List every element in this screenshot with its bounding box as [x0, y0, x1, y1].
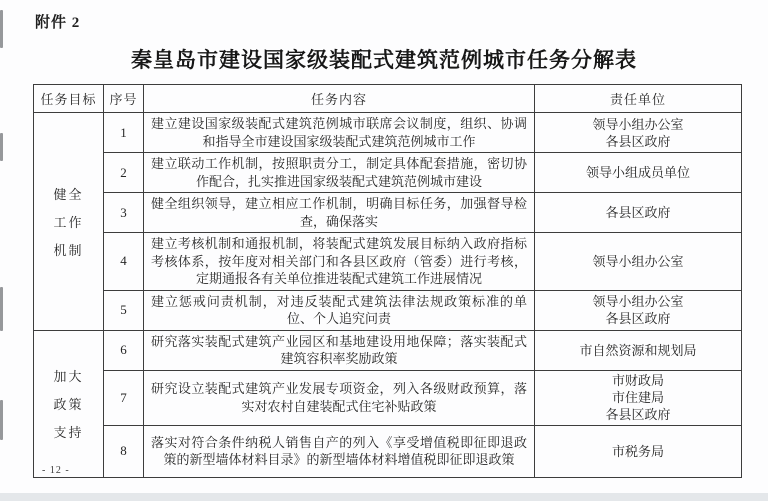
row-content: 建立联动工作机制，按照职责分工，制定具体配套措施，密切协作配合，扎实推进国家级装配式建筑范例城市建设 [144, 153, 535, 193]
row-no: 6 [104, 330, 144, 370]
unit-line: 领导小组办公室 [592, 116, 684, 132]
attachment-label: 附件 2 [35, 15, 81, 31]
table-row [34, 425, 742, 477]
row-content: 健全组织领导，建立相应工作机制，明确目标任务，加强督导检查，确保落实 [144, 193, 535, 233]
task-breakdown-table [33, 84, 742, 478]
row-unit [535, 153, 742, 193]
goal-group-1 [34, 113, 104, 331]
header-task-content: 任务内容 [144, 85, 535, 113]
unit-line: 各县区政府 [605, 133, 671, 149]
unit-line: 市住建局 [611, 390, 664, 405]
scan-artifact [0, 133, 3, 161]
row-unit [535, 193, 742, 233]
table-row [34, 193, 742, 233]
table-row [34, 113, 742, 153]
row-unit [535, 330, 742, 370]
scan-artifact [0, 493, 768, 501]
row-no: 4 [104, 233, 144, 291]
goal-line: 健全 [53, 186, 84, 202]
row-unit [535, 233, 742, 291]
table-row [34, 290, 742, 330]
unit-line: 领导小组办公室 [592, 253, 684, 269]
row-unit [535, 290, 742, 330]
row-content: 建立惩戒问责机制，对违反装配式建筑法律法规政策标准的单位、个人追究问责 [144, 290, 535, 330]
header-task-goal: 任务目标 [34, 85, 104, 113]
unit-line: 各县区政府 [605, 311, 671, 326]
row-unit [535, 113, 742, 153]
unit-line: 各县区政府 [605, 407, 671, 422]
row-no: 2 [104, 153, 144, 193]
row-unit [535, 370, 742, 425]
row-no: 7 [104, 370, 144, 425]
row-content: 建立建设国家级装配式建筑范例城市联席会议制度，组织、协调和指导全市建设国家级装配式建筑范例城市工作 [144, 113, 535, 153]
unit-line: 领导小组办公室 [592, 294, 684, 309]
row-unit [535, 425, 742, 477]
table-row [34, 233, 742, 291]
table-row [34, 370, 742, 425]
unit-line: 市财政局 [611, 373, 664, 388]
goal-line: 加大 [53, 369, 84, 384]
row-no: 3 [104, 193, 144, 233]
row-no: 8 [104, 425, 144, 477]
scan-artifact [0, 287, 3, 331]
table-row [34, 153, 742, 193]
goal-line: 支持 [53, 425, 84, 440]
table-header-row [34, 85, 742, 113]
header-serial-no: 序号 [104, 85, 144, 113]
scan-artifact [0, 10, 3, 48]
scan-artifact [0, 400, 3, 440]
unit-line: 各县区政府 [605, 205, 671, 220]
row-content: 研究落实装配式建筑产业园区和基地建设用地保障；落实装配式建筑容积率奖励政策 [144, 330, 535, 370]
page-title: 秦皇岛市建设国家级装配式建筑范例城市任务分解表 [131, 48, 637, 72]
unit-line: 市自然资源和规划局 [579, 342, 697, 358]
table-row [34, 330, 742, 370]
goal-line: 政策 [53, 397, 84, 412]
row-no: 5 [104, 290, 144, 330]
page-number: - 12 - [42, 465, 70, 476]
unit-line: 领导小组成员单位 [585, 165, 690, 180]
goal-group-2 [34, 330, 104, 477]
row-content: 落实对符合条件纳税人销售自产的列入《享受增值税即征即退政策的新型墙体材料目录》的新型墙体材料增值税即征即退政策 [144, 425, 535, 477]
goal-line: 机制 [53, 242, 84, 258]
row-content: 研究设立装配式建筑产业发展专项资金，列入各级财政预算，落实对农村自建装配式住宅补贴政策 [144, 370, 535, 425]
unit-line: 市税务局 [611, 443, 664, 459]
row-no: 1 [104, 113, 144, 153]
goal-line: 工作 [53, 214, 84, 230]
header-responsible-unit: 责任单位 [535, 85, 742, 113]
row-content: 建立考核机制和通报机制，将装配式建筑发展目标纳入政府指标考核体系，按年度对相关部门和各县区政府（管委）进行考核，定期通报各有关单位推进装配式建筑工作进展情况 [144, 233, 535, 291]
